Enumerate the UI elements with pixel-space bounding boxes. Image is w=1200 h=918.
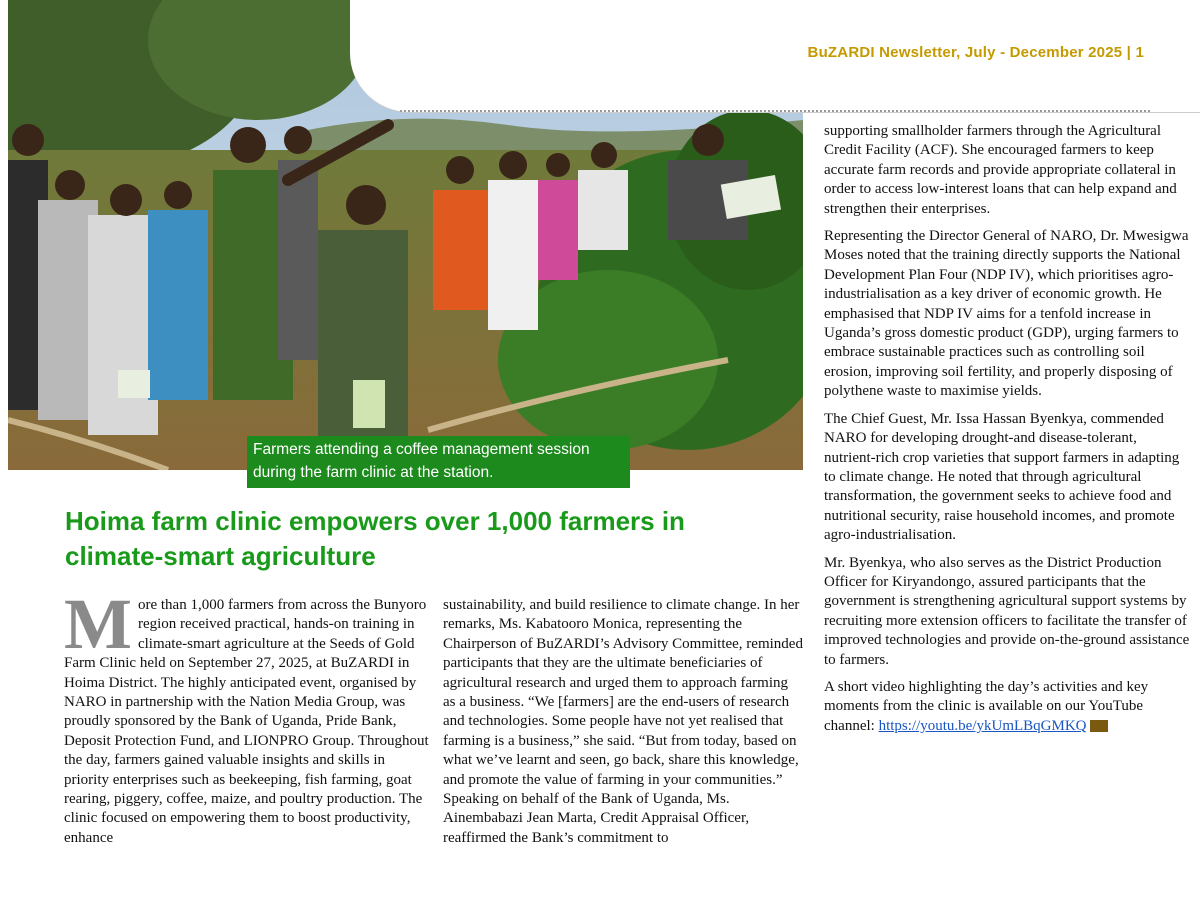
youtube-link[interactable]: https://youtu.be/ykUmLBqGMKQ (878, 717, 1087, 734)
caption-line-2: during the farm clinic at the station. (253, 464, 494, 481)
paragraph-chief-guest: The Chief Guest, Mr. Issa Hassan Byenkya, commended NARO for developing drought-and disease-tolerant, nutrient-rich crop varieties that support farmers in adapting to climate change. He noted that through agricultural transformation, the government seeks to achieve food and nutritional security, raise household incomes, and promote agro-industrialisation. (824, 410, 1180, 544)
headline-line-1: Hoima farm clinic empowers over 1,000 farmers in (65, 506, 685, 536)
paragraph-acf: supporting smallholder farmers through the Agricultural Credit Facility (ACF). She encouraged farmers to keep accurate farm records and provide appropriate collateral in order to access low-interest loans that can help expand and strengthen their enterprises. (824, 123, 1177, 217)
video-text: A short video highlighting the day’s activities and key moments from the clinic is available on our YouTube channel: (824, 678, 1149, 734)
headline-line-2: climate-smart agriculture (65, 541, 376, 571)
article-headline (65, 504, 805, 574)
newsletter-title: BuZARDI Newsletter, July - December 2025 | 1 (807, 44, 1144, 61)
paragraph-byenkya: Mr. Byenkya, who also serves as the District Production Officer for Kiryandongo, assured participants that the government is strengthening agricultural support systems by recruiting more extension officers to facilitate the transfer of improved technologies and provide on-the-ground assistance to farmers. (824, 554, 1190, 668)
column-1-text: ore than 1,000 farmers from across the Bunyoro region received practical, hands-on training in climate-smart agriculture at the Seeds of Gold Farm Clinic held on September 27, 2025, at BuZARDI in Hoima District. The highly anticipated event, organised by NARO in partnership with the Nation Media Group, was proudly sponsored by the Bank of Uganda, Pride Bank, Deposit Protection Fund, and LIONPRO Group. Throughout the day, farmers gained valuable insights and skills in priority enterprises such as beekeeping, fish farming, goat rearing, piggery, coffee, maize, and poultry production. The clinic focused on empowering them to boost productivity, enhance (64, 597, 429, 846)
article-column-1 (64, 584, 430, 848)
paragraph-naro: Representing the Director General of NARO, Dr. Mwesigwa Moses noted that the training directly supports the National Development Plan Four (NDP IV), which prioritises agro-industrialisation as a key driver of economic growth. He emphasised that NDP IV aims for a tenfold increase in Uganda’s gross domestic product (GDP), urging farmers to embrace sustainable practices such as controlling soil erosion, improving soil fertility, and properly disposing of polythene waste to maximise yields. (824, 228, 1189, 400)
photo-caption (247, 436, 630, 488)
end-marker-icon (1090, 720, 1108, 732)
header-divider (400, 110, 1150, 112)
drop-cap: M (64, 584, 132, 664)
column-2-text: sustainability, and build resilience to climate change. In her remarks, Ms. Kabatooro Monica, representing the Chairperson of BuZARDI’s Advisory Committee, reminded participants that they are the ultimate beneficiaries of agricultural research and urged them to approach farming as a business. “We [farmers] are the end-users of research and technologies. Some people have not yet realised that farming is a business,” she said. “But from today, based on what we’ve learnt and seen, go back, share this knowledge, and promote the value of farming in your communities.” Speaking on behalf of the Bank of Uganda, Ms. Ainembabazi Jean Marta, Credit Appraisal Officer, reaffirmed the Bank’s commitment to (443, 597, 803, 846)
article-column-2 (443, 596, 803, 848)
caption-line-1: Farmers attending a coffee management session (253, 441, 590, 458)
article-column-3 (824, 122, 1192, 744)
paragraph-video (824, 678, 1192, 736)
